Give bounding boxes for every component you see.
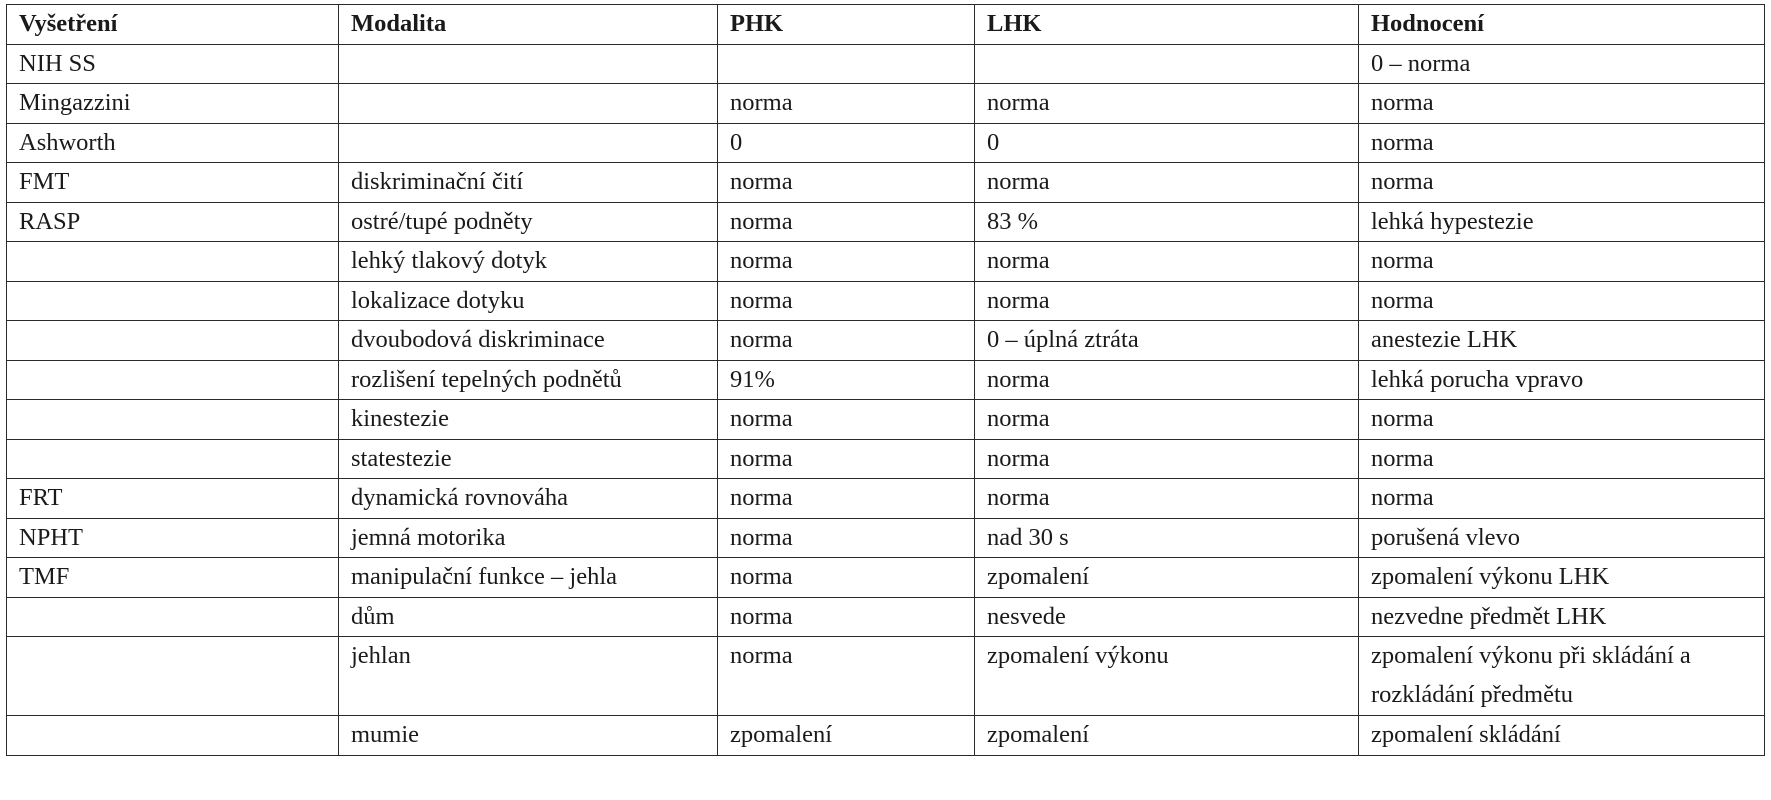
vysetreni-cell: TMF — [7, 558, 339, 598]
lhk-cell: zpomalení výkonu — [975, 637, 1359, 716]
lhk-cell: norma — [975, 400, 1359, 440]
header-vysetreni: Vyšetření — [7, 5, 339, 45]
header-phk: PHK — [718, 5, 975, 45]
table-row — [7, 400, 1765, 440]
vysetreni-cell — [7, 716, 339, 756]
table-row — [7, 242, 1765, 282]
modalita-cell: lehký tlakový dotyk — [339, 242, 718, 282]
lhk-cell: 0 — [975, 123, 1359, 163]
header-lhk: LHK — [975, 5, 1359, 45]
hodnoceni-cell: norma — [1359, 400, 1765, 440]
modalita-cell: kinestezie — [339, 400, 718, 440]
table-body — [7, 44, 1765, 755]
vysetreni-cell: FRT — [7, 479, 339, 519]
modalita-cell: statestezie — [339, 439, 718, 479]
phk-cell: norma — [718, 84, 975, 124]
header-modalita: Modalita — [339, 5, 718, 45]
lhk-cell: norma — [975, 479, 1359, 519]
vysetreni-cell — [7, 400, 339, 440]
phk-cell: norma — [718, 242, 975, 282]
table-row — [7, 479, 1765, 519]
hodnoceni-cell: lehká porucha vpravo — [1359, 360, 1765, 400]
table-row — [7, 716, 1765, 756]
lhk-cell: norma — [975, 84, 1359, 124]
vysetreni-cell: Mingazzini — [7, 84, 339, 124]
phk-cell — [718, 44, 975, 84]
vysetreni-cell — [7, 360, 339, 400]
phk-cell: zpomalení — [718, 716, 975, 756]
hodnoceni-cell: 0 – norma — [1359, 44, 1765, 84]
hodnoceni-cell: norma — [1359, 479, 1765, 519]
phk-cell: norma — [718, 479, 975, 519]
table-row — [7, 281, 1765, 321]
lhk-cell: norma — [975, 439, 1359, 479]
modalita-cell: mumie — [339, 716, 718, 756]
table-row — [7, 44, 1765, 84]
vysetreni-cell: NIH SS — [7, 44, 339, 84]
modalita-cell — [339, 84, 718, 124]
phk-cell: norma — [718, 518, 975, 558]
table-row — [7, 360, 1765, 400]
phk-cell: 0 — [718, 123, 975, 163]
phk-cell: norma — [718, 558, 975, 598]
hodnoceni-cell: porušená vlevo — [1359, 518, 1765, 558]
vysetreni-cell — [7, 637, 339, 716]
modalita-cell: ostré/tupé podněty — [339, 202, 718, 242]
table-row — [7, 439, 1765, 479]
phk-cell: norma — [718, 163, 975, 203]
modalita-cell: lokalizace dotyku — [339, 281, 718, 321]
modalita-cell: jemná motorika — [339, 518, 718, 558]
hodnoceni-cell: norma — [1359, 163, 1765, 203]
lhk-cell: nad 30 s — [975, 518, 1359, 558]
table-row — [7, 558, 1765, 598]
phk-cell: norma — [718, 202, 975, 242]
lhk-cell: norma — [975, 281, 1359, 321]
modalita-cell: manipulační funkce – jehla — [339, 558, 718, 598]
modalita-cell — [339, 123, 718, 163]
hodnoceni-cell: lehká hypestezie — [1359, 202, 1765, 242]
hodnoceni-cell: norma — [1359, 123, 1765, 163]
lhk-cell: zpomalení — [975, 558, 1359, 598]
table-row — [7, 123, 1765, 163]
vysetreni-cell: NPHT — [7, 518, 339, 558]
lhk-cell: norma — [975, 360, 1359, 400]
vysetreni-cell — [7, 597, 339, 637]
vysetreni-cell: RASP — [7, 202, 339, 242]
modalita-cell: dynamická rovnováha — [339, 479, 718, 519]
table-row — [7, 202, 1765, 242]
vysetreni-cell — [7, 242, 339, 282]
table-header — [7, 5, 1765, 45]
modalita-cell: diskriminační čití — [339, 163, 718, 203]
phk-cell: norma — [718, 637, 975, 716]
phk-cell: 91% — [718, 360, 975, 400]
lhk-cell: norma — [975, 163, 1359, 203]
vysetreni-cell — [7, 321, 339, 361]
lhk-cell: nesvede — [975, 597, 1359, 637]
vysetreni-cell — [7, 439, 339, 479]
modalita-cell: dvoubodová diskriminace — [339, 321, 718, 361]
lhk-cell — [975, 44, 1359, 84]
hodnoceni-cell: norma — [1359, 84, 1765, 124]
examination-results-table — [6, 4, 1765, 756]
vysetreni-cell — [7, 281, 339, 321]
lhk-cell: zpomalení — [975, 716, 1359, 756]
hodnoceni-cell: zpomalení výkonu při skládání a rozkládání předmětu — [1359, 637, 1765, 716]
hodnoceni-cell: zpomalení výkonu LHK — [1359, 558, 1765, 598]
phk-cell: norma — [718, 400, 975, 440]
vysetreni-cell: FMT — [7, 163, 339, 203]
table-row — [7, 518, 1765, 558]
phk-cell: norma — [718, 439, 975, 479]
hodnoceni-cell: norma — [1359, 439, 1765, 479]
modalita-cell: jehlan — [339, 637, 718, 716]
lhk-cell: 83 % — [975, 202, 1359, 242]
vysetreni-cell: Ashworth — [7, 123, 339, 163]
table-row — [7, 637, 1765, 716]
lhk-cell: norma — [975, 242, 1359, 282]
modalita-cell — [339, 44, 718, 84]
table-row — [7, 597, 1765, 637]
table-row — [7, 163, 1765, 203]
phk-cell: norma — [718, 597, 975, 637]
header-hodnoceni: Hodnocení — [1359, 5, 1765, 45]
results-table-container — [6, 4, 1765, 756]
header-row — [7, 5, 1765, 45]
hodnoceni-cell: norma — [1359, 242, 1765, 282]
table-row — [7, 84, 1765, 124]
phk-cell: norma — [718, 321, 975, 361]
hodnoceni-cell: anestezie LHK — [1359, 321, 1765, 361]
modalita-cell: dům — [339, 597, 718, 637]
hodnoceni-cell: norma — [1359, 281, 1765, 321]
table-row — [7, 321, 1765, 361]
hodnoceni-cell: nezvedne předmět LHK — [1359, 597, 1765, 637]
phk-cell: norma — [718, 281, 975, 321]
modalita-cell: rozlišení tepelných podnětů — [339, 360, 718, 400]
hodnoceni-cell: zpomalení skládání — [1359, 716, 1765, 756]
lhk-cell: 0 – úplná ztráta — [975, 321, 1359, 361]
